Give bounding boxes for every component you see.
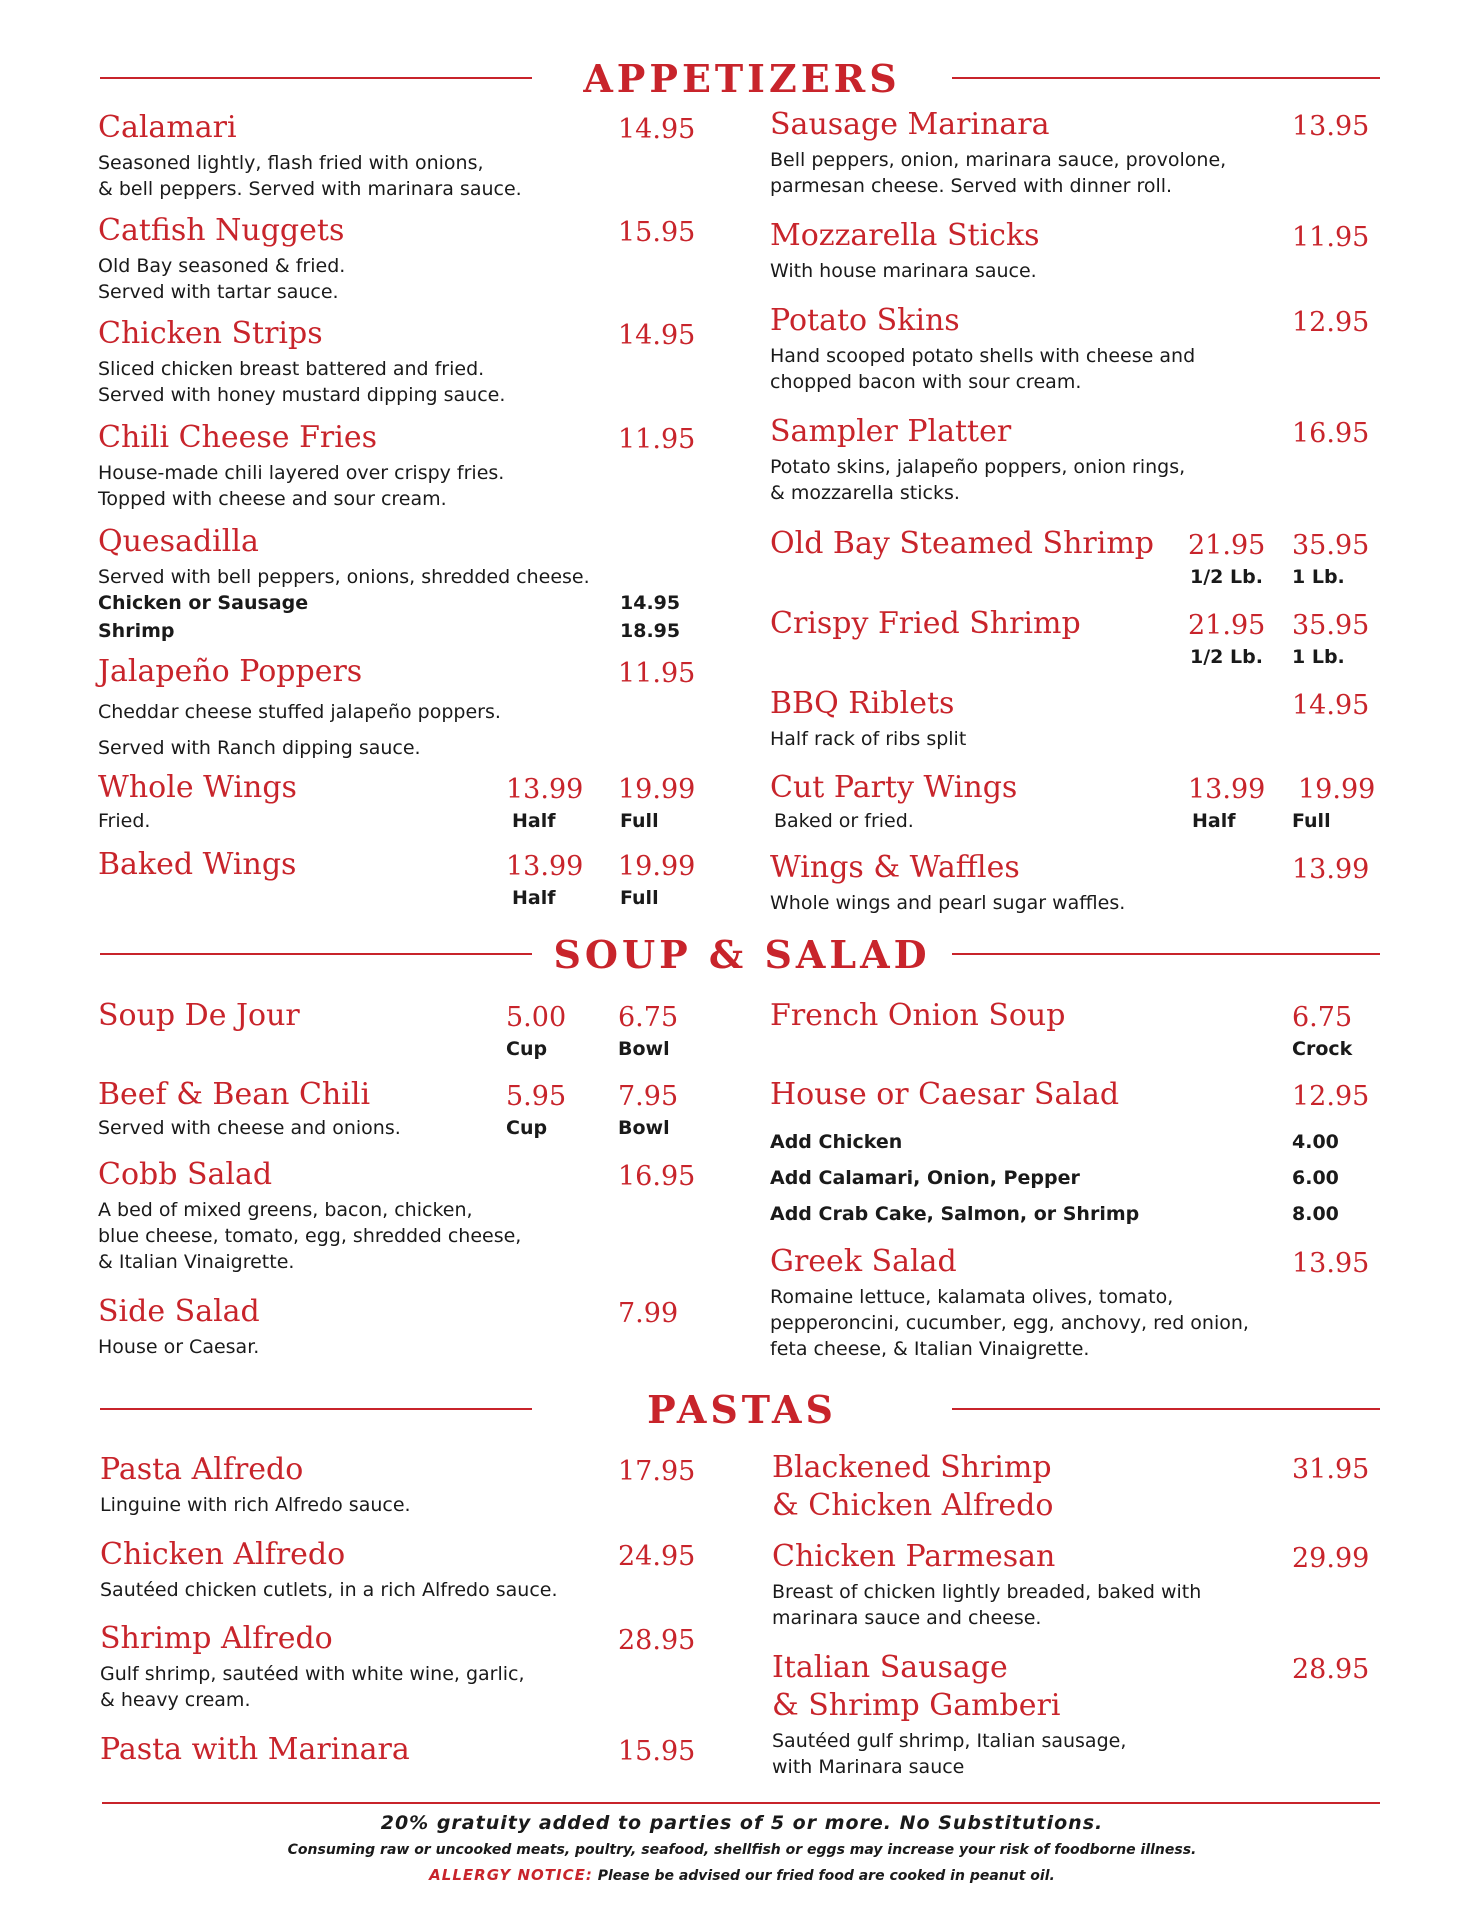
desc-line: Topped with cheese and sour cream. bbox=[98, 488, 447, 510]
menu-item-bbq-riblets bbox=[770, 686, 1390, 752]
desc-line: Romaine lettuce, kalamata olives, tomato, bbox=[770, 1286, 1174, 1308]
item-name: Sausage Marinara bbox=[770, 107, 1050, 142]
item-name: Side Salad bbox=[98, 1294, 260, 1329]
item-description bbox=[770, 726, 1390, 752]
menu-item-greek-salad bbox=[770, 1244, 1410, 1362]
item-description bbox=[98, 808, 698, 834]
item-price: 11.95 bbox=[618, 424, 696, 455]
item-name: Greek Salad bbox=[770, 1244, 957, 1279]
desc-line: Old Bay seasoned & fried. bbox=[98, 255, 346, 277]
desc-line: Served with bell peppers, onions, shredded cheese. bbox=[98, 566, 590, 588]
item-name: Pasta Alfredo bbox=[100, 1452, 304, 1487]
item-name: Cobb Salad bbox=[98, 1157, 273, 1192]
item-name: Baked Wings bbox=[98, 847, 297, 882]
label-full: Full bbox=[620, 810, 659, 832]
desc-line: Served with Ranch dipping sauce. bbox=[98, 737, 421, 759]
item-name: Chicken Strips bbox=[98, 316, 323, 351]
label-half-lb: 1/2 Lb. bbox=[1190, 566, 1263, 588]
item-name: Shrimp Alfredo bbox=[100, 1621, 333, 1656]
item-description bbox=[98, 356, 698, 408]
item-price: 17.95 bbox=[618, 1456, 696, 1487]
desc-line: Whole wings and pearl sugar waffles. bbox=[770, 892, 1126, 914]
item-name: Cut Party Wings bbox=[770, 770, 1018, 805]
desc-line: House or Caesar. bbox=[98, 1336, 260, 1358]
item-name: Chicken Alfredo bbox=[100, 1537, 346, 1572]
desc-line: A bed of mixed greens, bacon, chicken, bbox=[98, 1199, 473, 1221]
price-one-lb: 35.95 bbox=[1292, 610, 1370, 641]
item-description bbox=[100, 1492, 700, 1518]
addon-price: 6.00 bbox=[1292, 1167, 1339, 1189]
menu-item-wings-waffles bbox=[770, 850, 1390, 916]
item-price: 16.95 bbox=[618, 1161, 696, 1192]
item-name: Mozzarella Sticks bbox=[770, 218, 1040, 253]
label-bowl: Bowl bbox=[618, 1117, 670, 1139]
desc-line: feta cheese, & Italian Vinaigrette. bbox=[770, 1338, 1090, 1360]
section-title: SOUP & SALAD bbox=[553, 932, 931, 977]
consumption-warning: Consuming raw or uncooked meats, poultry, seafood, shellfish or eggs may increase your risk of foodborne illness. bbox=[287, 1842, 1197, 1858]
footer-rule bbox=[102, 1802, 1380, 1804]
item-description bbox=[98, 694, 698, 766]
menu-item-side-salad bbox=[98, 1294, 698, 1360]
item-name: Calamari bbox=[98, 110, 237, 145]
price-bowl: 6.75 bbox=[618, 1002, 679, 1033]
item-name: Beef & Bean Chili bbox=[98, 1077, 371, 1112]
desc-line: Potato skins, jalapeño poppers, onion rings, bbox=[770, 456, 1186, 478]
menu-item-chicken-parmesan bbox=[772, 1539, 1392, 1631]
option-label: Chicken or Sausage bbox=[98, 592, 309, 614]
menu-item-calamari bbox=[98, 110, 698, 202]
price-full: 19.99 bbox=[618, 851, 696, 882]
label-cup: Cup bbox=[506, 1038, 548, 1060]
menu-item-french-onion-soup bbox=[770, 998, 1390, 1062]
label-half: Half bbox=[512, 810, 556, 832]
label-full: Full bbox=[620, 887, 659, 909]
item-price: 11.95 bbox=[618, 658, 696, 689]
menu-item-mozzarella-sticks bbox=[770, 218, 1390, 284]
desc-line: Sautéed chicken cutlets, in a rich Alfredo sauce. bbox=[100, 1579, 558, 1601]
desc-line: Served with honey mustard dipping sauce. bbox=[98, 384, 506, 406]
item-price: 15.95 bbox=[618, 1736, 696, 1767]
item-description bbox=[770, 1284, 1410, 1362]
item-name: Soup De Jour bbox=[98, 998, 300, 1033]
item-description bbox=[98, 460, 698, 512]
desc-line: Sautéed gulf shrimp, Italian sausage, bbox=[772, 1730, 1127, 1752]
header-rule-right bbox=[952, 953, 1380, 955]
option-price: 14.95 bbox=[620, 592, 681, 614]
item-price: 15.95 bbox=[618, 217, 696, 248]
label-half: Half bbox=[1192, 810, 1236, 832]
item-name: Crispy Fried Shrimp bbox=[770, 606, 1081, 641]
soup-salad-header bbox=[0, 930, 1484, 980]
header-rule-right bbox=[952, 77, 1380, 79]
option-label: Shrimp bbox=[98, 620, 175, 642]
desc-line: pepperoncini, cucumber, egg, anchovy, red onion, bbox=[770, 1312, 1249, 1334]
item-name: Whole Wings bbox=[98, 770, 297, 805]
item-price: 13.95 bbox=[1292, 1248, 1370, 1279]
menu-item-italian-sausage-shrimp-gamberi bbox=[772, 1650, 1392, 1780]
allergy-label: ALLERGY NOTICE: bbox=[429, 1866, 593, 1884]
item-description bbox=[98, 253, 698, 305]
item-name: & Chicken Alfredo bbox=[772, 1488, 1054, 1523]
item-name: BBQ Riblets bbox=[770, 686, 955, 721]
item-description bbox=[772, 1728, 1392, 1780]
menu-item-pasta-marinara bbox=[100, 1732, 700, 1768]
item-price: 14.95 bbox=[618, 114, 696, 145]
item-name: Pasta with Marinara bbox=[100, 1732, 410, 1767]
menu-item-quesadilla bbox=[98, 524, 698, 644]
item-price: 24.95 bbox=[618, 1541, 696, 1572]
item-price: 29.99 bbox=[1292, 1543, 1370, 1574]
price-cup: 5.00 bbox=[506, 1002, 567, 1033]
price-cup: 5.95 bbox=[506, 1081, 567, 1112]
label-bowl: Bowl bbox=[618, 1038, 670, 1060]
item-name: Quesadilla bbox=[98, 524, 259, 559]
addon-price: 4.00 bbox=[1292, 1131, 1339, 1153]
menu-item-jalapeno-poppers bbox=[98, 654, 698, 766]
item-name: Italian Sausage bbox=[772, 1650, 1008, 1685]
menu-item-chicken-strips bbox=[98, 316, 698, 408]
desc-line: With house marinara sauce. bbox=[770, 260, 1037, 282]
item-description bbox=[770, 454, 1390, 506]
desc-line: House-made chili layered over crispy fries. bbox=[98, 462, 505, 484]
desc-line: chopped bacon with sour cream. bbox=[770, 371, 1082, 393]
desc-line: Linguine with rich Alfredo sauce. bbox=[100, 1494, 411, 1516]
menu-item-whole-wings bbox=[98, 770, 698, 834]
price-half: 13.99 bbox=[506, 774, 584, 805]
item-description bbox=[98, 1197, 698, 1275]
item-price: 12.95 bbox=[1292, 307, 1370, 338]
menu-item-pasta-alfredo bbox=[100, 1452, 700, 1518]
desc-line: Breast of chicken lightly breaded, baked with bbox=[772, 1581, 1202, 1603]
item-price: 28.95 bbox=[618, 1625, 696, 1656]
item-name: Sampler Platter bbox=[770, 414, 1012, 449]
menu-item-cobb-salad bbox=[98, 1157, 698, 1275]
section-title: APPETIZERS bbox=[583, 56, 901, 101]
item-description bbox=[770, 147, 1390, 199]
item-price: 13.95 bbox=[1292, 111, 1370, 142]
addon-price: 8.00 bbox=[1292, 1203, 1339, 1225]
item-price: 11.95 bbox=[1292, 222, 1370, 253]
item-price: 28.95 bbox=[1292, 1654, 1370, 1685]
desc-line: Served with cheese and onions. bbox=[98, 1117, 401, 1139]
menu-item-old-bay-steamed-shrimp bbox=[770, 526, 1390, 590]
desc-line: marinara sauce and cheese. bbox=[772, 1607, 1042, 1629]
item-price: 13.99 bbox=[1292, 854, 1370, 885]
desc-line: & heavy cream. bbox=[100, 1689, 251, 1711]
desc-line: blue cheese, tomato, egg, shredded cheese, bbox=[98, 1225, 522, 1247]
price-half: 13.99 bbox=[1188, 774, 1266, 805]
desc-line: Half rack of ribs split bbox=[770, 728, 967, 750]
item-description bbox=[770, 890, 1390, 916]
label-half: Half bbox=[512, 887, 556, 909]
item-description bbox=[772, 1579, 1392, 1631]
menu-item-potato-skins bbox=[770, 303, 1390, 395]
desc-line: Bell peppers, onion, marinara sauce, provolone, bbox=[770, 149, 1227, 171]
price-bowl: 7.95 bbox=[618, 1081, 679, 1112]
item-description bbox=[98, 150, 698, 202]
gratuity-notice: 20% gratuity added to parties of 5 or more. No Substitutions. bbox=[380, 1812, 1104, 1834]
desc-line: Baked or fried. bbox=[774, 810, 914, 832]
desc-line: Cheddar cheese stuffed jalapeño poppers. bbox=[98, 701, 501, 723]
menu-item-sausage-marinara bbox=[770, 107, 1390, 199]
option-price: 18.95 bbox=[620, 620, 681, 642]
desc-line: Fried. bbox=[98, 810, 151, 832]
addon-label: Add Chicken bbox=[770, 1131, 903, 1153]
item-description bbox=[770, 258, 1390, 284]
item-price: 14.95 bbox=[1292, 690, 1370, 721]
menu-item-blackened-shrimp-chicken-alfredo bbox=[772, 1450, 1392, 1524]
label-half-lb: 1/2 Lb. bbox=[1190, 646, 1263, 668]
item-name: Chicken Parmesan bbox=[772, 1539, 1056, 1574]
item-name: French Onion Soup bbox=[770, 998, 1066, 1033]
section-title: PASTAS bbox=[647, 1387, 837, 1432]
item-description bbox=[100, 1577, 700, 1603]
label-one-lb: 1 Lb. bbox=[1292, 646, 1345, 668]
desc-line: & mozzarella sticks. bbox=[770, 482, 960, 504]
addon-label: Add Calamari, Onion, Pepper bbox=[770, 1167, 1080, 1189]
menu-item-shrimp-alfredo bbox=[100, 1621, 700, 1713]
item-description bbox=[100, 1661, 700, 1713]
item-description bbox=[98, 1334, 698, 1360]
allergy-text: Please be advised our fried food are cooked in peanut oil. bbox=[597, 1868, 1055, 1884]
desc-line: Hand scooped potato shells with cheese and bbox=[770, 345, 1196, 367]
item-name: Blackened Shrimp bbox=[772, 1450, 1052, 1485]
item-price: 12.95 bbox=[1292, 1081, 1370, 1112]
menu-item-sampler-platter bbox=[770, 414, 1390, 506]
item-price: 14.95 bbox=[618, 320, 696, 351]
price-half: 13.99 bbox=[506, 851, 584, 882]
price-half-lb: 21.95 bbox=[1188, 610, 1266, 641]
allergy-notice bbox=[0, 1866, 1484, 1884]
price-half-lb: 21.95 bbox=[1188, 530, 1266, 561]
menu-item-chili-cheese-fries bbox=[98, 420, 698, 512]
desc-line: with Marinara sauce bbox=[772, 1756, 965, 1778]
desc-line: Sliced chicken breast battered and fried. bbox=[98, 358, 485, 380]
label-crock: Crock bbox=[1292, 1038, 1353, 1060]
item-name: Jalapeño Poppers bbox=[98, 654, 363, 689]
item-name: Old Bay Steamed Shrimp bbox=[770, 526, 1154, 561]
item-price: 6.75 bbox=[1292, 1002, 1353, 1033]
menu-item-baked-wings bbox=[98, 847, 698, 911]
item-name: Potato Skins bbox=[770, 303, 960, 338]
header-rule-right bbox=[952, 1408, 1380, 1410]
pastas-header bbox=[0, 1385, 1484, 1435]
desc-line: & bell peppers. Served with marinara sauce. bbox=[98, 178, 522, 200]
label-cup: Cup bbox=[506, 1117, 548, 1139]
item-price: 31.95 bbox=[1292, 1454, 1370, 1485]
label-one-lb: 1 Lb. bbox=[1292, 566, 1345, 588]
label-full: Full bbox=[1292, 810, 1331, 832]
item-name: Catfish Nuggets bbox=[98, 213, 345, 248]
item-price: 7.99 bbox=[618, 1298, 679, 1329]
desc-line: Gulf shrimp, sautéed with white wine, garlic, bbox=[100, 1663, 525, 1685]
item-name: Wings & Waffles bbox=[770, 850, 1020, 885]
price-one-lb: 35.95 bbox=[1292, 530, 1370, 561]
menu-item-crispy-fried-shrimp bbox=[770, 606, 1390, 670]
menu-item-catfish-nuggets bbox=[98, 213, 698, 305]
desc-line: parmesan cheese. Served with dinner roll. bbox=[770, 175, 1173, 197]
item-name: House or Caesar Salad bbox=[770, 1077, 1120, 1112]
item-name: & Shrimp Gamberi bbox=[772, 1688, 1061, 1723]
menu-item-soup-de-jour bbox=[98, 998, 698, 1062]
appetizers-header bbox=[0, 54, 1484, 104]
item-name: Chili Cheese Fries bbox=[98, 420, 377, 455]
item-description bbox=[98, 564, 698, 590]
item-description bbox=[770, 343, 1390, 395]
menu-item-cut-party-wings bbox=[770, 770, 1390, 834]
addon-label: Add Crab Cake, Salmon, or Shrimp bbox=[770, 1203, 1140, 1225]
menu-item-beef-bean-chili bbox=[98, 1077, 698, 1141]
desc-line: & Italian Vinaigrette. bbox=[98, 1251, 295, 1273]
menu-item-chicken-alfredo bbox=[100, 1537, 700, 1603]
menu-item-house-caesar-salad bbox=[770, 1077, 1390, 1227]
desc-line: Served with tartar sauce. bbox=[98, 281, 339, 303]
desc-line: Seasoned lightly, flash fried with onions, bbox=[98, 152, 484, 174]
price-full: 19.99 bbox=[618, 774, 696, 805]
price-full: 19.99 bbox=[1298, 774, 1376, 805]
item-description bbox=[98, 1115, 698, 1141]
item-price: 16.95 bbox=[1292, 418, 1370, 449]
